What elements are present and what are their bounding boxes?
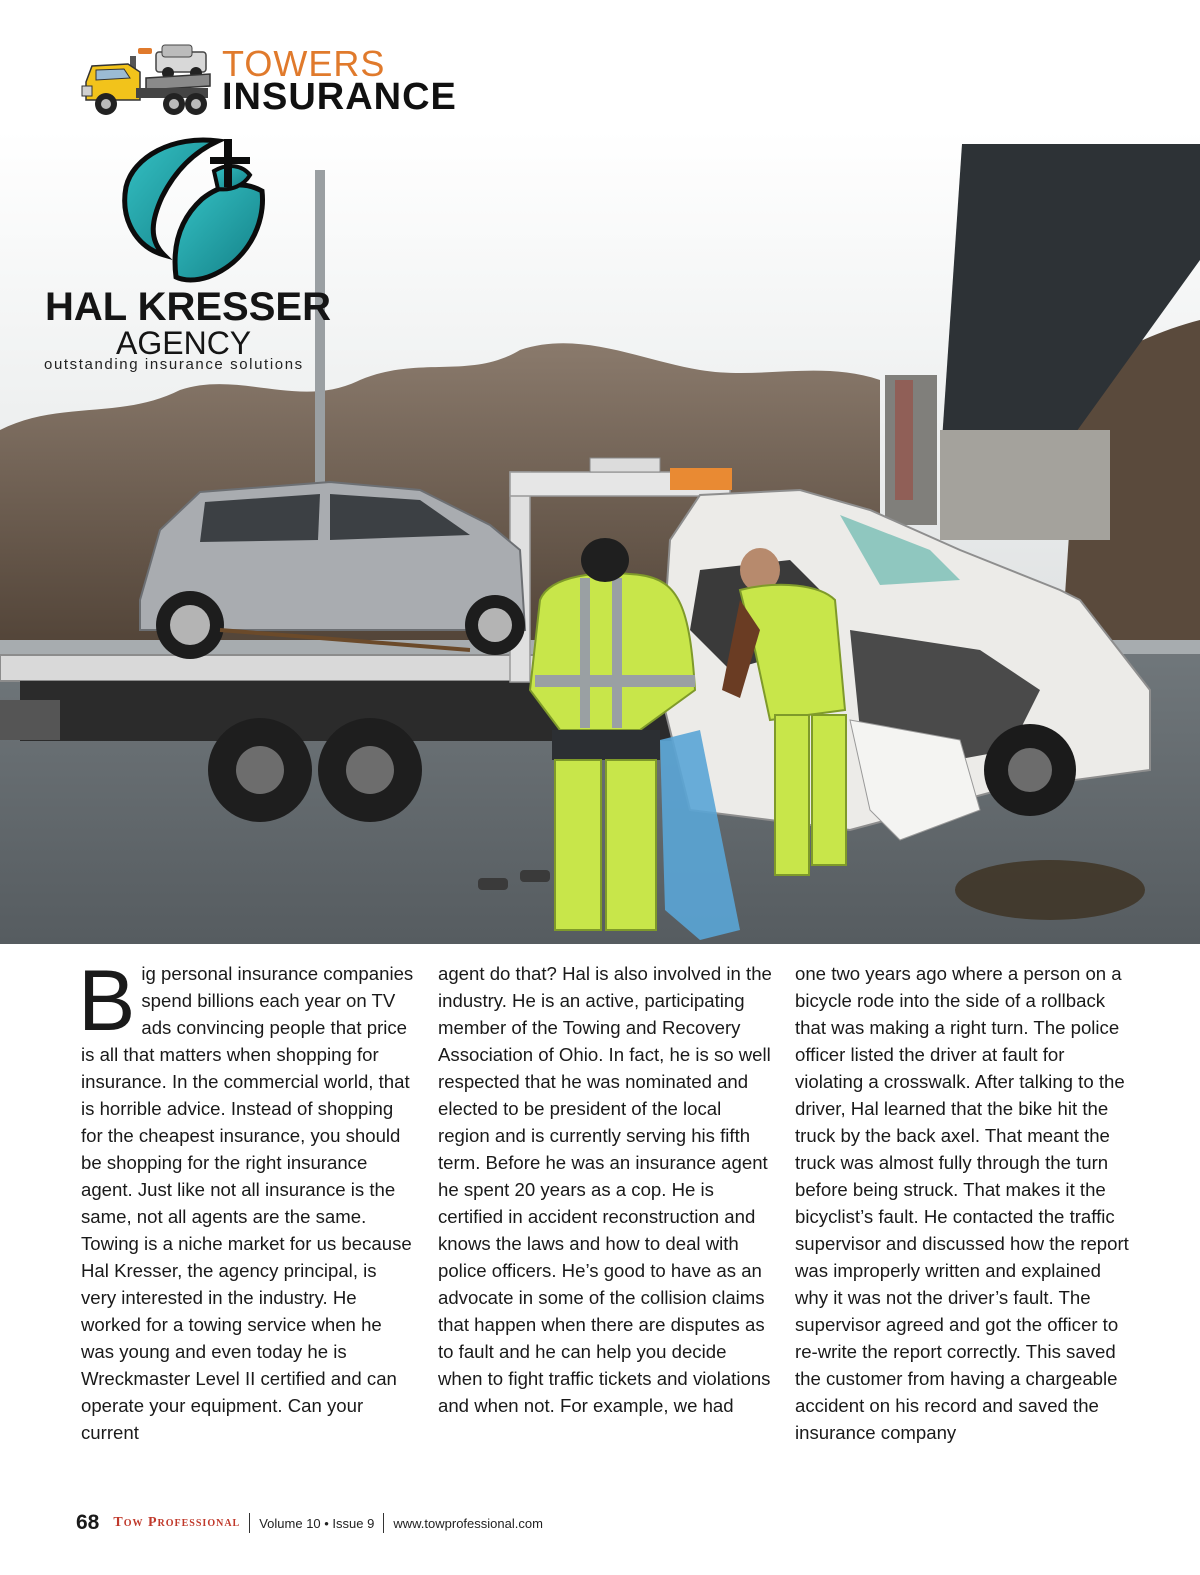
article-column-3: one two years ago where a person on a bicycle rode into the side of a rollback that was making a right turn. The police officer listed the driver at fault for violating a crosswalk. After talking to the driver, Hal learned that the bike hit the truck by the back axel. That meant the truck was almost fully through the turn before being struck. That makes it the bicyclist’s fault. He contacted the traffic supervisor and discussed how the report was improperly written and explained why it was not the driver’s fault. The supervisor agreed and got the officer to re-write the report correctly. This saved the customer from having a chargeable accident on his record and saved the insurance company bbox=[795, 963, 1129, 1443]
page-number: 68 bbox=[76, 1511, 100, 1534]
section-header bbox=[78, 40, 548, 120]
tow-truck-icon bbox=[78, 42, 218, 118]
agency-subtitle: AGENCY bbox=[116, 325, 252, 361]
agency-name: HAL KRESSER bbox=[45, 285, 331, 329]
website-link[interactable]: www.towprofessional.com bbox=[393, 1515, 543, 1531]
magazine-name: Tow Professional bbox=[113, 1515, 241, 1530]
agency-tagline: outstanding insurance solutions bbox=[44, 356, 304, 373]
article-column-2: agent do that? Hal is also involved in the industry. He is an active, participating member of the Towing and Recovery Association of Ohio. In fact, he is so well respected that he was nominated and elected to be president of the local region and is currently serving his fifth term. Before he was an insurance agent he spent 20 years as a cop. He is certified in accident reconstruction and knows the laws and how to deal with police officers. He’s good to have as an advocate in some of the collision claims that happen when there are disputes as to fault and he can help you decide when to fight traffic tickets and violations and when not. For example, we had bbox=[438, 963, 772, 1416]
footer-divider bbox=[249, 1513, 250, 1533]
column-1-text: ig personal insurance companies spend billions each year on TV ads convincing people that price is all that matters when shopping for insurance. In the commercial world, that is horrible advice. Instead of shopping for the cheapest insurance, you should be shopping for the right insurance agent. Just like not all insurance is the same, not all agents are the same. Towing is a niche market for us because Hal Kresser, the agency principal, is very interested in the industry. He worked for a towing service when he was young and even today he is Wreckmaster Level II certified and can operate your equipment. Can your current bbox=[81, 963, 414, 1443]
agency-emblem-icon bbox=[118, 135, 268, 285]
section-kicker: TOWERS bbox=[222, 43, 386, 84]
agency-logo bbox=[40, 135, 340, 380]
drop-cap: B bbox=[78, 953, 136, 1049]
page-footer bbox=[76, 1510, 543, 1536]
article-column-1 bbox=[78, 953, 416, 1446]
issue-info: Volume 10 • Issue 9 bbox=[259, 1515, 375, 1531]
footer-divider bbox=[383, 1513, 384, 1533]
section-title: INSURANCE bbox=[222, 76, 457, 118]
